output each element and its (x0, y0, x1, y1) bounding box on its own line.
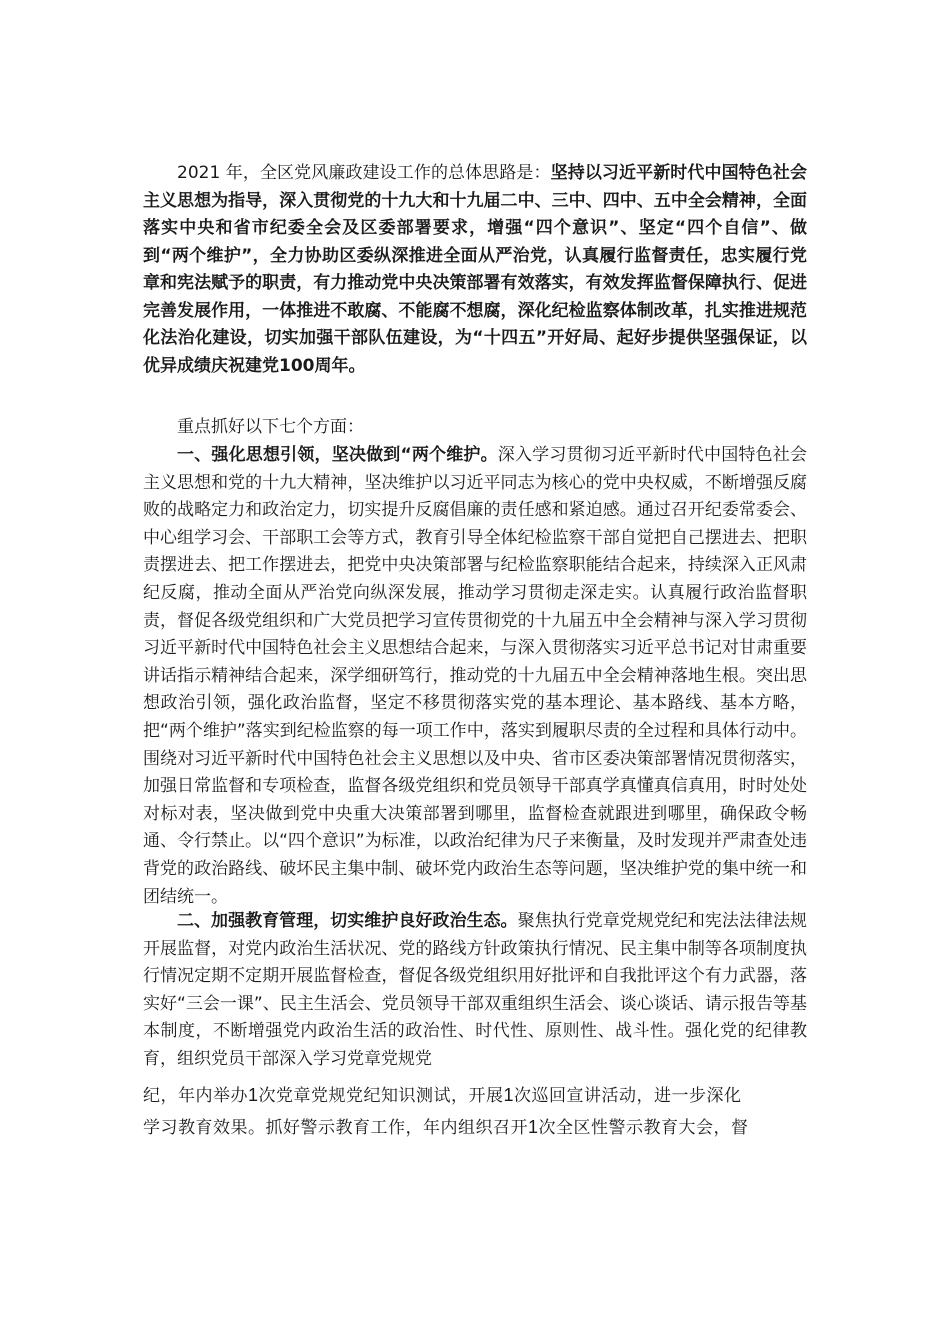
section-two-heading: 二、加强教育管理，切实维护良好政治生态。 (177, 911, 518, 931)
overall-approach-thesis: 坚持以习近平新时代中国特色社会主义思想为指导，深入贯彻党的十九大和十九届二中、三中、四中、五中全会精神，全面落实中央和省市纪委全会及区委部署要求，增强“四个意识”、坚定“四个自信”、做到“两个维护”，全力协助区委纵深推进全面从严治党，认真履行监督责任，忠实履行党章和宪法赋予的职责，有力推动党中央决策部署有效落实，有效发挥监督保障执行、促进完善发展作用，一体推进不敢腐、不能腐不想腐，深化纪检监察体制改革，扎实推进规范化法治化建设，切实加强干部队伍建设，为“十四五”开好局、起好步提供坚强保证，以优异成绩庆祝建党100周年。 (143, 163, 807, 376)
line-3-text-a: 学习教育效果。抓好警示教育工作，年内组织召开 (143, 1118, 528, 1138)
overall-approach-paragraph (143, 160, 807, 380)
line-2-text-a: 纪，年内举办 (143, 1086, 248, 1106)
section-two-line-2 (143, 1082, 807, 1110)
overall-approach-lead: 2021 年，全区党风廉政建设工作的总体思路是： (177, 163, 551, 183)
line-2-number-1: 1 (248, 1085, 259, 1105)
section-one-body: 深入学习贯彻习近平新时代中国特色社会主义思想和党的十九大精神，坚决维护以习近平同志为核心的党中央权威，不断增强反腐败的战略定力和政治定力，切实提升反腐倡廉的责任感和紧迫感。通过召开纪委常委会、中心组学习会、干部职工会等方式，教育引导全体纪检监察干部自觉把自己摆进去、把职责摆进去、把工作摆进去，把党中央决策部署与纪检监察职能结合起来，持续深入正风肃纪反腐，推动全面从严治党向纵深发展，推动学习贯彻走深走实。认真履行政治监督职责，督促各级党组织和广大党员把学习宣传贯彻党的十九届五中全会精神与深入学习贯彻习近平新时代中国特色社会主义思想结合起来，与深入贯彻落实习近平总书记对甘肃重要讲话指示精神结合起来，深学细研笃行，推动党的十九届五中全会精神落地生根。突出思想政治引领，强化政治监督，坚定不移贯彻落实党的基本理论、基本路线、基本方略，把“两个维护”落实到纪检监察的每一项工作中，落实到履职尽责的全过程和具体行动中。围绕对习近平新时代中国特色社会主义思想以及中央、省市区委决策部署情况贯彻落实，加强日常监督和专项检查，监督各级党组织和党员领导干部真学真懂真信真用，时时处处对标对表，坚决做到党中央重大决策部署到哪里，监督检查就跟进到哪里，确保政令畅通、令行禁止。以“四个意识”为标准，以政治纪律为尺子来衡量，及时发现并严肃查处违背党的政治路线、破坏民主集中制、破坏党内政治生态等问题，坚决维护党的集中统一和团结统一。 (143, 445, 807, 907)
section-two-line-3 (143, 1114, 807, 1142)
seven-aspects-intro-text: 重点抓好以下七个方面： (177, 417, 364, 437)
line-2-text-b: 次党章党规党纪知识测试，开展 (258, 1086, 504, 1106)
line-3-number: 1 (528, 1117, 539, 1137)
line-3-text-b: 次全区性警示教育大会，督 (538, 1118, 749, 1138)
section-two-paragraph (143, 908, 807, 1074)
line-2-text-c: 次巡回宣讲活动，进一步深化 (514, 1086, 742, 1106)
section-two-body: 聚焦执行党章党规党纪和宪法法律法规开展监督，对党内政治生活状况、党的路线方针政策执行情况、民主集中制等各项制度执行情况定期不定期开展监督检查，督促各级党组织用好批评和自我批评这个有力武器，落实好“三会一课”、民主生活会、党员领导干部双重组织生活会、谈心谈话、请示报告等基本制度，不断增强党内政治生活的政治性、时代性、原则性、战斗性。强化党的纪律教育，组织党员干部深入学习党章党规党 (143, 911, 808, 1069)
seven-aspects-intro (143, 414, 807, 441)
section-one-paragraph (143, 442, 807, 911)
section-one-heading: 一、强化思想引领，坚决做到“两个维护。 (177, 445, 498, 465)
line-2-number-2: 1 (503, 1085, 515, 1105)
